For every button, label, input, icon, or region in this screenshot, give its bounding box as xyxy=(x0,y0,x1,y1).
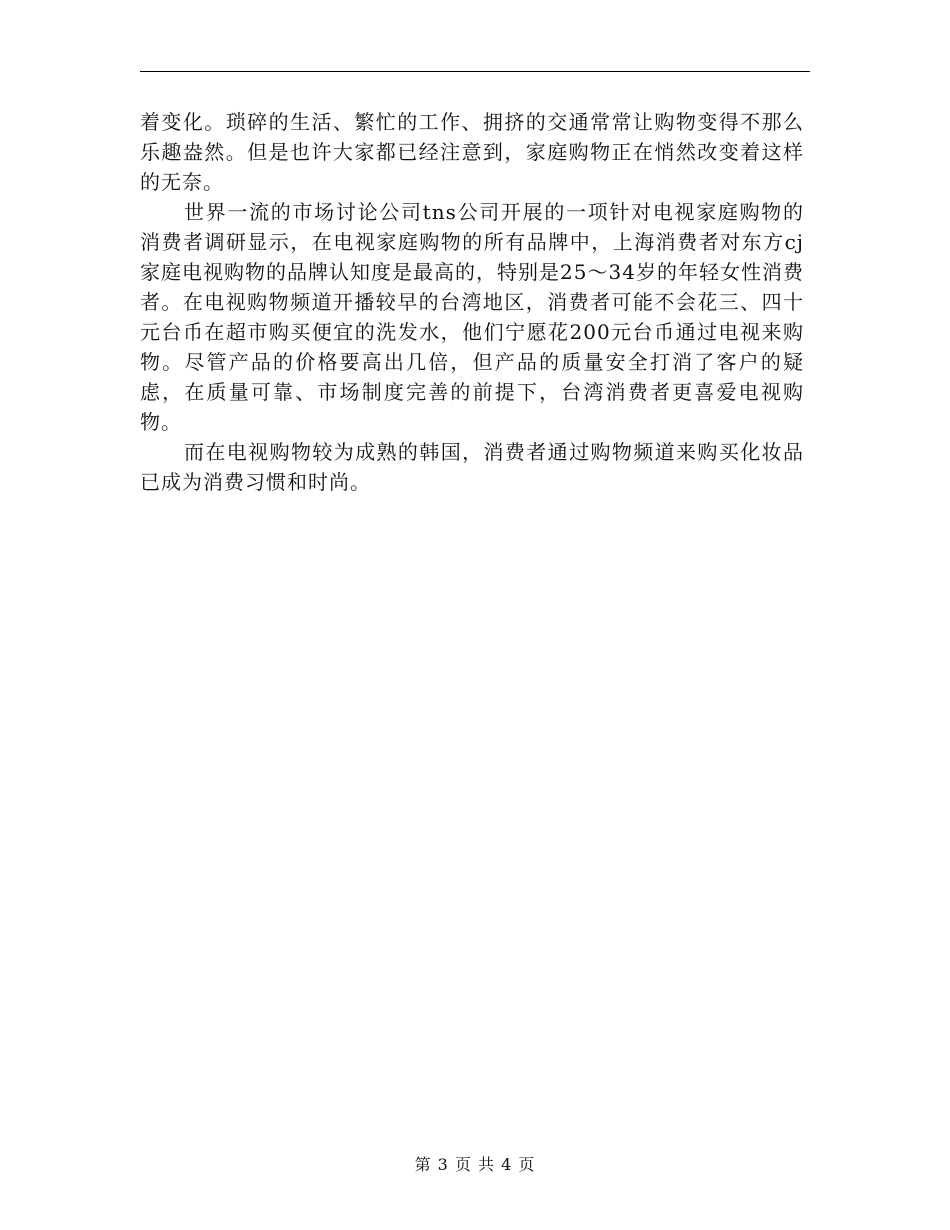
paragraph-1: 着变化。琐碎的生活、繁忙的工作、拥挤的交通常常让购物变得不那么乐趣盎然。但是也许大家都已经注意到，家庭购物正在悄然改变着这样的无奈。 xyxy=(140,110,804,194)
body-text xyxy=(140,107,804,497)
page-number-footer: 第 3 页 共 4 页 xyxy=(414,1155,536,1174)
paragraph-3: 而在电视购物较为成熟的韩国，消费者通过购物频道来购买化妆品已成为消费习惯和时尚。 xyxy=(140,440,804,494)
header-rule xyxy=(140,71,810,72)
paragraph-2: 世界一流的市场讨论公司tns公司开展的一项针对电视家庭购物的消费者调研显示，在电视家庭购物的所有品牌中，上海消费者对东方cj家庭电视购物的品牌认知度是最高的，特别是25～34岁的年轻女性消费者。在电视购物频道开播较早的台湾地区，消费者可能不会花三、四十元台币在超市购买便宜的洗发水，他们宁愿花200元台币通过电视来购物。尽管产品的价格要高出几倍，但产品的质量安全打消了客户的疑虑，在质量可靠、市场制度完善的前提下，台湾消费者更喜爱电视购物。 xyxy=(140,200,804,434)
